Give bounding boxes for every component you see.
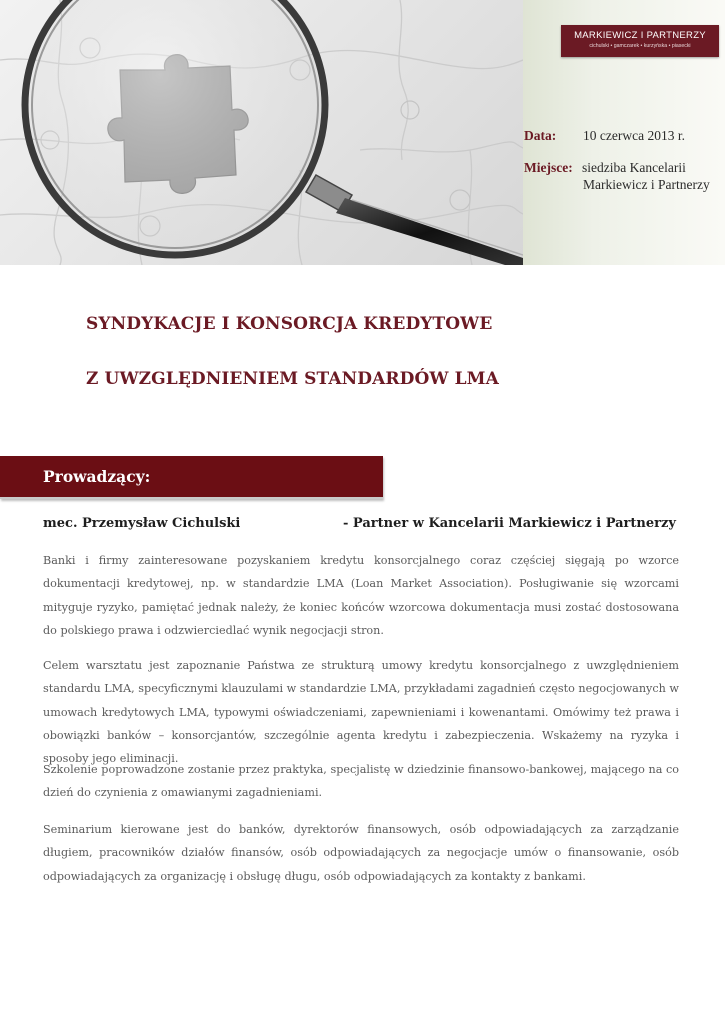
speakers-banner xyxy=(0,456,383,499)
header-band xyxy=(0,0,725,265)
paragraph-intro: Banki i firmy zainteresowane pozyskaniem kredytu konsorcjalnego coraz częściej sięgają po wzorce dokumentacji kredytowej, np. w standardzie LMA (Loan Market Association). Posługiwanie się wzorcami mityguje ryzyko, pamiętać jednak należy, że koniec końców wzorcowa dokumentacja musi zostać dostosowana do polskiego prawa i odzwierciedlać wynik negocjacji stron. xyxy=(43,554,679,637)
company-logo xyxy=(561,25,719,57)
date-label: Data: xyxy=(524,128,557,143)
place-label: Miejsce: xyxy=(524,160,573,175)
page-title-line2: Z UWZGLĘDNIENIEM STANDARDÓW LMA xyxy=(86,369,499,389)
logo-title: MARKIEWICZ I PARTNERZY xyxy=(574,30,706,41)
speakers-banner-label: Prowadzący: xyxy=(43,467,151,486)
magnifying-glass-puzzle-icon xyxy=(0,0,523,265)
paragraph-audience: Seminarium kierowane jest do banków, dyrektorów finansowych, osób odpowiadających za zarządzanie długiem, pracowników działów finansów, osób odpowiadających za negocjacje umów o finansowanie, osób odpowiadających za organizację i obsługę długu, osób odpowiadających za kontakty z bankami. xyxy=(43,823,679,883)
date-value: 10 czerwca 2013 r. xyxy=(583,128,685,143)
speaker-role: - Partner w Kancelarii Markiewicz i Partnerzy xyxy=(343,516,676,531)
page-title-line1: SYNDYKACJE I KONSORCJA KREDYTOWE xyxy=(86,314,493,334)
paragraph-trainer: Szkolenie poprowadzone zostanie przez praktyka, specjalistę w dziedzinie finansowo-bankowej, mającego na co dzień do czynienia z omawianymi zagadnieniami. xyxy=(43,763,679,800)
place-value-line2: Markiewicz i Partnerzy xyxy=(583,177,710,192)
logo-subtitle: cichulski • gamczarek • kurzyńska • piasecki xyxy=(589,43,691,49)
place-value-line1: siedziba Kancelarii xyxy=(582,160,686,175)
speaker-name: mec. Przemysław Cichulski xyxy=(43,516,241,531)
hero-image xyxy=(0,0,523,265)
paragraph-goal: Celem warsztatu jest zapoznanie Państwa ze strukturą umowy kredytu konsorcjalnego z uwzględnieniem standardu LMA, specyficznymi klauzulami w standardzie LMA, przykładami zagadnień często negocjowanych w umowach kredytowych LMA, typowymi oświadczeniami, zapewnieniami i kowenantami. Omówimy też prawa i obowiązki banków – konsorcjantów, szczególnie agenta kredytu i zabezpieczenia. Wskażemy na ryzyka i sposoby jego eliminacji. xyxy=(43,659,679,766)
